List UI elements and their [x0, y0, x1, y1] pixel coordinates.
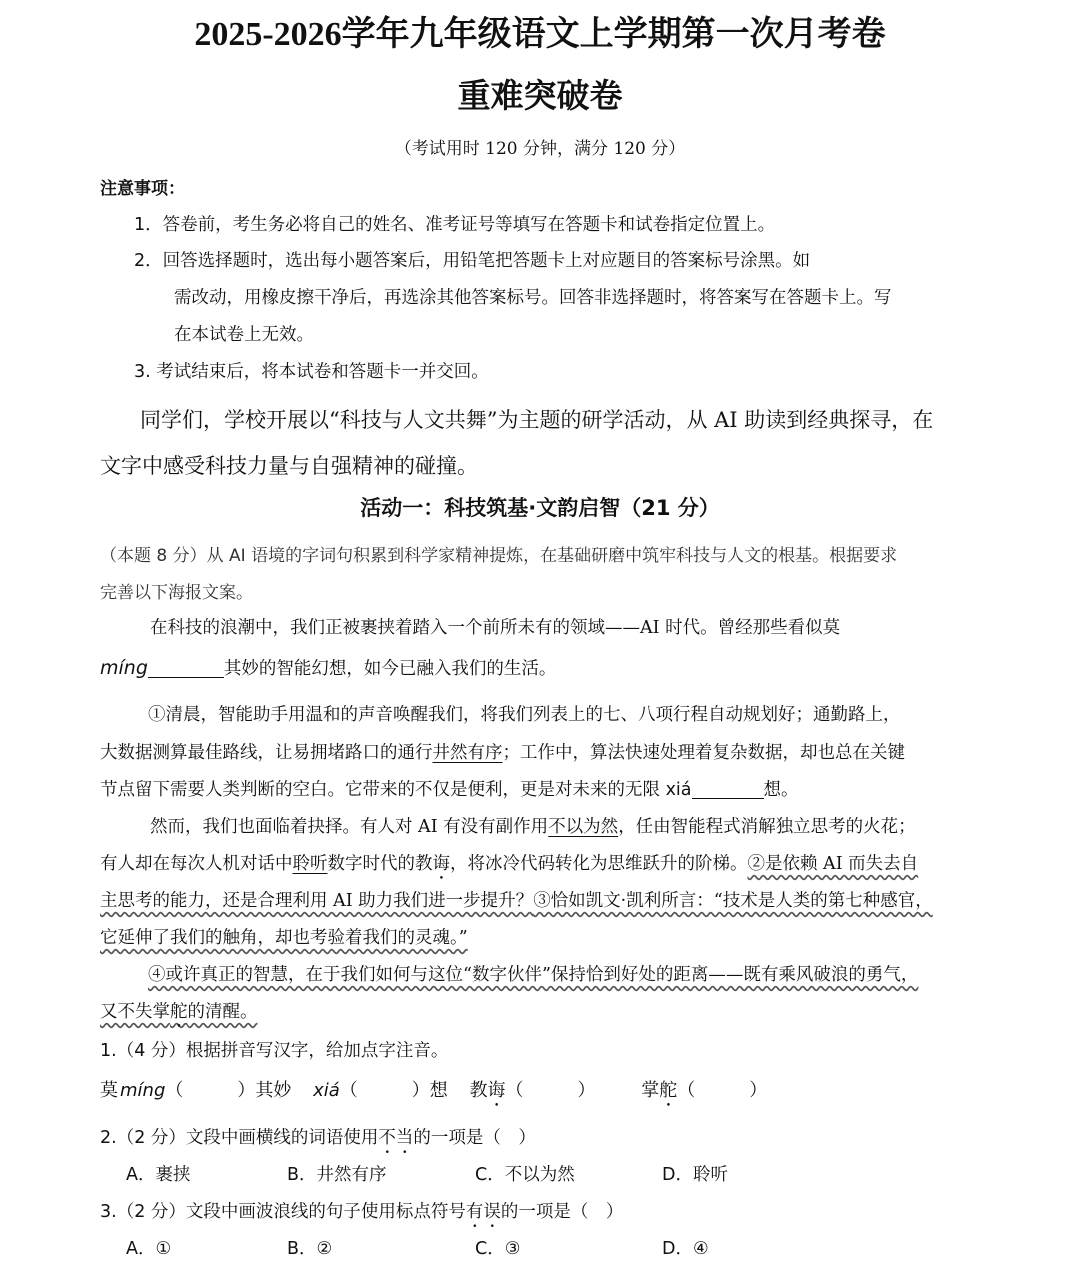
passage-text: 数字时代的教	[327, 854, 433, 874]
answer-paren[interactable]: （ ）其妙	[165, 1080, 292, 1101]
passage-p4-line-1	[148, 961, 918, 986]
pinyin-xia: xiá	[313, 1080, 340, 1101]
passage-text: 有人却在每次人机对话中	[100, 854, 293, 874]
q1-item-c	[470, 1080, 596, 1101]
q3-option-a[interactable]: A．①	[126, 1239, 172, 1259]
passage-text: ，任由智能程式消解独立思考的火花；	[618, 817, 916, 837]
notice-item-1: 1．答卷前，考生务必将自己的姓名、准考证号等填写在答题卡和试卷指定位置上。	[134, 215, 776, 235]
wavy-sentence: 的清醒。	[187, 1002, 258, 1022]
pinyin-ming: míng	[120, 1080, 166, 1101]
answer-blank	[148, 660, 224, 679]
exam-info: （考试用时 120 分钟，满分 120 分）	[394, 139, 686, 159]
dotted-char: 舵	[170, 1002, 188, 1022]
exam-title: 2025-2026学年九年级语文上学期第一次月考卷	[194, 16, 886, 53]
q3-option-d[interactable]: D．④	[662, 1239, 709, 1259]
q2-option-b[interactable]: B．井然有序	[287, 1165, 387, 1185]
q3-option-b[interactable]: B．②	[287, 1239, 333, 1259]
question-text: 3.（2 分）文段中画波浪线的句子使用标点符号	[100, 1202, 466, 1222]
answer-blank	[692, 781, 764, 800]
activity-1-desc-line-2: 完善以下海报文案。	[100, 583, 253, 603]
passage-p2-line-2	[100, 739, 905, 764]
passage-p3-line-4	[100, 924, 468, 949]
notice-item-2-line-3: 在本试卷上无效。	[174, 325, 314, 345]
answer-paren[interactable]: （ ）	[677, 1080, 768, 1101]
wavy-sentence: ③恰如凯文·凯利所言：“技术是人类的第七种感官，	[533, 891, 933, 911]
wavy-sentence: ④或许真正的智慧，在于我们如何与这位“数字伙伴”保持恰到好处的距离——既有乘风破浪的勇气，	[148, 965, 919, 985]
q1-item-d	[641, 1080, 767, 1101]
activity-1-heading: 活动一：科技筑基·文韵启智（21 分）	[360, 496, 720, 520]
notice-heading: 注意事项：	[100, 179, 185, 199]
question-1-stem: 1.（4 分）根据拼音写汉字，给加点字注音。	[100, 1041, 449, 1061]
exam-subtitle: 重难突破卷	[457, 79, 623, 115]
wavy-sentence: 它延伸了我们的触角，却也考验着我们的灵魂。”	[100, 928, 468, 948]
question-1-answers	[100, 1076, 767, 1111]
passage-p2-line-3	[100, 776, 799, 801]
dotted-char: 舵	[659, 1080, 678, 1101]
q2-option-d[interactable]: D．聆听	[662, 1165, 728, 1185]
answer-paren[interactable]: （ ）	[505, 1080, 596, 1101]
passage-text: 大数据测算最佳路线，让易拥堵路口的通行	[100, 743, 433, 763]
notice-item-2-line-1: 2．回答选择题时，选出每小题答案后，用铅笔把答题卡上对应题目的答案标号涂黑。如	[134, 251, 811, 271]
q3-option-c[interactable]: C．③	[475, 1239, 521, 1259]
intro-line-1: 同学们，学校开展以“科技与人文共舞”为主题的研学活动，从 AI 助读到经典探寻，在	[140, 408, 934, 432]
passage-p1-line-1: 在科技的浪潮中，我们正被裹挟着踏入一个前所未有的领域——AI 时代。曾经那些看似莫	[150, 618, 841, 638]
question-text: 的一项是（ ）	[413, 1128, 536, 1148]
underlined-word: 不以为然	[548, 817, 619, 837]
question-3-stem	[100, 1198, 623, 1232]
q2-option-a[interactable]: A．裹挟	[126, 1165, 191, 1185]
passage-p3-line-3	[100, 887, 933, 912]
question-text: 2.（2 分）文段中画横线的词语使用	[100, 1128, 379, 1148]
q1-item-a	[100, 1080, 291, 1101]
underlined-word: 井然有序	[432, 743, 503, 763]
passage-text: 想。	[763, 780, 799, 800]
dotted-char: 诲	[432, 854, 450, 874]
passage-text: ，将冰冷代码转化为思维跃升的阶梯。	[450, 854, 748, 874]
dotted-char: 有误	[465, 1202, 501, 1222]
pinyin-ming: míng	[100, 657, 148, 679]
wavy-sentence: 又不失掌	[100, 1002, 170, 1022]
notice-item-2-line-2: 需改动，用橡皮擦干净后，再选涂其他答案标号。回答非选择题时，将答案写在答题卡上。写	[174, 288, 892, 308]
pinyin-xia: xiá	[665, 780, 692, 800]
notice-item-3: 3. 考试结束后，将本试卷和答题卡一并交回。	[134, 362, 489, 382]
passage-text: 其妙的智能幻想，如今已融入我们的生活。	[223, 659, 557, 679]
underlined-word: 聆听	[292, 854, 328, 874]
dotted-char: 不当	[378, 1128, 414, 1148]
answer-paren[interactable]: （ ）想	[339, 1080, 448, 1101]
q1-item-b	[313, 1080, 448, 1101]
question-text: 的一项是（ ）	[500, 1202, 624, 1222]
activity-1-desc-line-1: （本题 8 分）从 AI 语境的字词句积累到科学家精神提炼，在基础研磨中筑牢科技与人文的根基。根据要求	[100, 546, 898, 566]
q2-option-c[interactable]: C．不以为然	[475, 1165, 575, 1185]
q1-text: 莫	[100, 1080, 118, 1101]
q1-text: 教	[469, 1080, 488, 1101]
passage-text: 节点留下需要人类判断的空白。它带来的不仅是便利，更是对未来的无限	[100, 780, 666, 800]
dotted-char: 诲	[487, 1080, 506, 1101]
question-2-stem	[100, 1124, 536, 1158]
wavy-sentence: 主思考的能力，还是合理利用 AI 助力我们进一步提升？	[100, 891, 534, 911]
passage-text: 然而，我们也面临着抉择。有人对 AI 有没有副作用	[150, 817, 549, 837]
passage-text: ；工作中，算法快速处理着复杂数据，却也总在关键	[502, 743, 905, 763]
passage-p1-line-2	[100, 655, 556, 680]
q1-text: 掌	[641, 1080, 660, 1101]
passage-p3-line-1	[150, 813, 916, 838]
passage-p4-line-2	[100, 998, 258, 1032]
wavy-sentence: ②是依赖 AI 而失去自	[747, 854, 919, 874]
passage-p2-line-1: ①清晨，智能助手用温和的声音唤醒我们，将我们列表上的七、八项行程自动规划好；通勤路上，	[148, 705, 901, 725]
passage-p3-line-2	[100, 850, 918, 884]
intro-line-2: 文字中感受科技力量与自强精神的碰撞。	[100, 454, 478, 478]
